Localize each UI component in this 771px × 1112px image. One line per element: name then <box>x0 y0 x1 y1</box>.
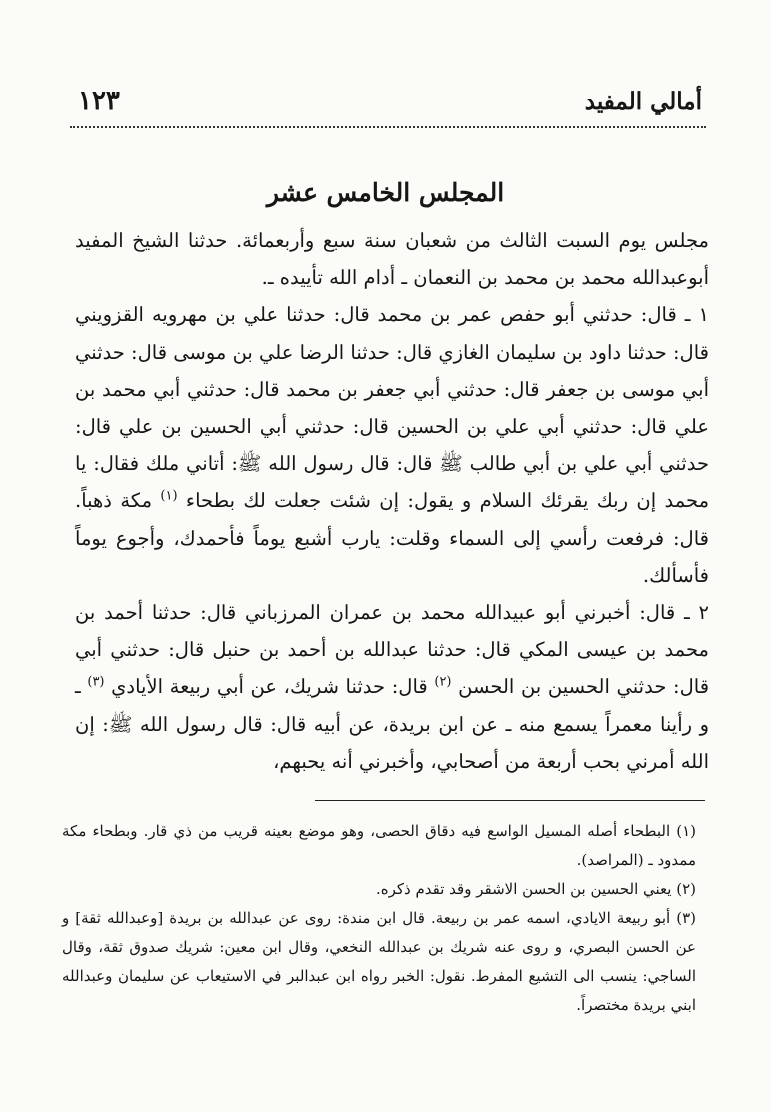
hadith-2-part-a: ٢ ـ قال: أخبرني أبو عبيدالله محمد بن عمران المرزباني قال: حدثنا أحمد بن محمد بن عيسى المكي قال: حدثنا عبدالله بن أحمد بن حنبل قال: حدثني أبي قال: حدثني الحسين بن الحسن <box>75 601 710 699</box>
book-title: أمالي المفيد <box>584 88 702 115</box>
page-number: ١٢٣ <box>78 86 120 116</box>
footnote-2: (٢) يعني الحسين بن الحسن الاشقر وقد تقدم ذكره. <box>375 880 696 898</box>
session-intro: مجلس يوم السبت الثالث من شعبان سنة سبع وأربعمائة. حدثنا الشيخ المفيد أبوعبدالله محمد بن محمد بن النعمان ـ أدام الله تأييده ـ. <box>75 229 709 290</box>
footnote-ref-1: (١) <box>160 488 178 504</box>
main-text <box>75 222 709 780</box>
footnote-ref-3: (٣) <box>87 674 105 690</box>
footnote-ref-2: (٢) <box>434 674 452 690</box>
chapter-title: المجلس الخامس عشر <box>266 178 505 207</box>
footnote-3: (٣) أبو ربيعة الايادي، اسمه عمر بن ربيعة. قال ابن مندة: روى عن عبدالله بن بريدة [وعبدالله ثقة] و عن الحسن البصري، و روى عنه شريك بن عبدالله النخعي، وقال ابن معين: شريك صدوق ثقة، وقال الساجي: ينسب الى التشيع المفرط. نقول: الخبر رواه ابن عبدالبر في الاستيعاب عن سليمان وعبدالله ابني بريدة مختصراً. <box>62 909 696 1014</box>
hadith-2-part-c: ـ و رأينا معمراً يسمع منه ـ عن ابن بريدة، عن أبيه قال: قال رسول الله ﷺ: إن الله أمرني بحب أربعة من أصحابي، وأخبرني أنه يحبهم، <box>75 675 709 773</box>
footnote-1: (١) البطحاء أصله المسيل الواسع فيه دقاق الحصى، وهو موضع بعينه قريب من ذي قار. وبطحاء مكة ممدود ـ (المراصد). <box>62 822 696 869</box>
footnote-separator <box>315 800 705 801</box>
hadith-1-part-b: مكة ذهباً. قال: فرفعت رأسي إلى السماء وقلت: يارب أشبع يوماً فأحمدك، وأجوع يوماً فأسألك. <box>75 489 709 587</box>
hadith-1 <box>75 296 709 594</box>
footnotes <box>62 817 696 1020</box>
hadith-1-part-a: ١ ـ قال: حدثني أبو حفص عمر بن محمد قال: حدثنا علي بن مهرويه القزويني قال: حدثنا داود بن سليمان الغازي قال: حدثنا الرضا علي بن موسى قال: حدثني أبي موسى بن جعفر قال: حدثني أبي جعفر بن محمد قال: حدثني أبي محمد بن علي قال: حدثني أبي علي بن الحسين قال: حدثني أبي الحسين بن علي قال: حدثني أبي علي بن أبي طالب ﷺ قال: قال رسول الله ﷺ: أتاني ملك فقال: يا محمد إن ربك يقرئك السلام و يقول: إن شئت جعلت لك بطحاء <box>75 303 710 513</box>
hadith-2-part-b: قال: حدثنا شريك، عن أبي ربيعة الأيادي <box>111 675 428 699</box>
hadith-2 <box>75 594 709 780</box>
running-header <box>70 84 706 128</box>
